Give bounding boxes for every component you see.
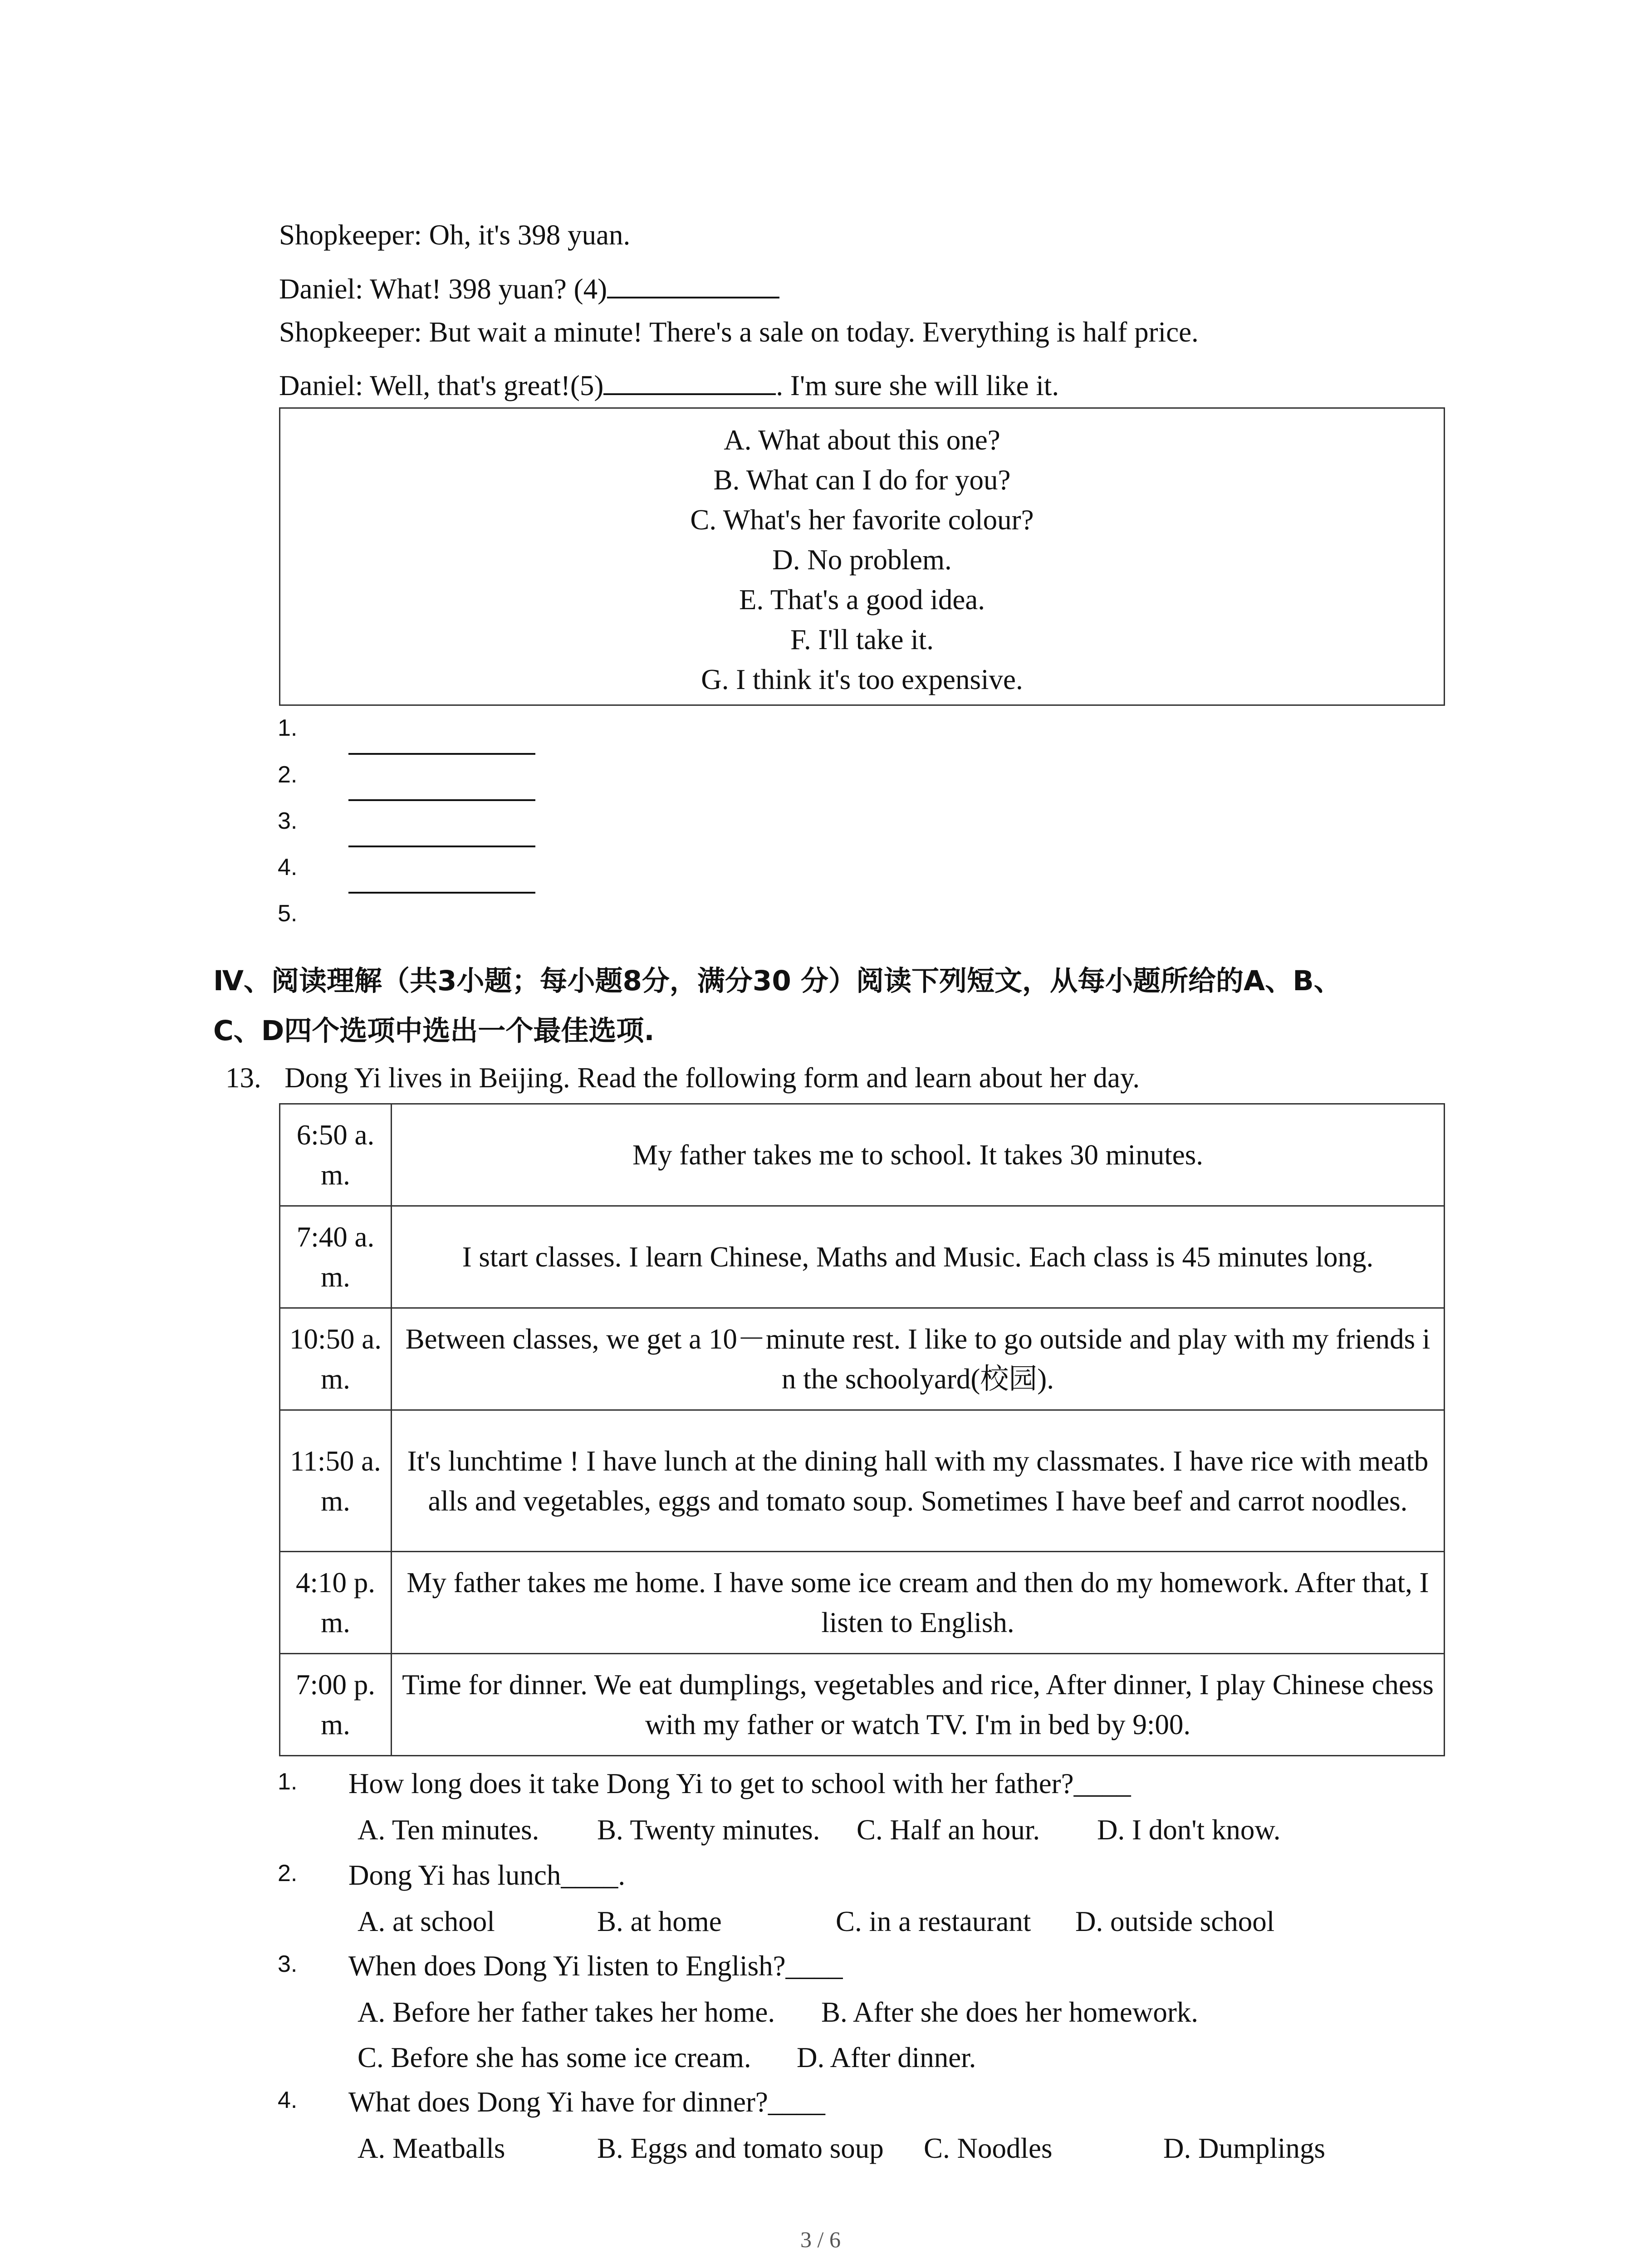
table-row	[280, 1552, 1445, 1654]
sub-question-number: 3.	[278, 1951, 298, 1977]
option-d: D. No problem.	[772, 544, 952, 576]
dialogue-text: What! 398 yuan? (4)	[370, 273, 607, 305]
answer-number-1: 1.	[278, 715, 298, 741]
dialogue-text: Oh, it's 398 yuan.	[429, 219, 631, 251]
schedule-activity: My father takes me to school. It takes 30 minutes.	[392, 1104, 1445, 1206]
dialogue-text: Well, that's great!(5)	[370, 370, 604, 401]
answer-number-3: 3.	[278, 808, 298, 834]
schedule-table	[279, 1103, 1445, 1756]
choice-c[interactable]: C. Noodles	[924, 2132, 1053, 2164]
schedule-activity: I start classes. I learn Chinese, Maths and Music. Each class is 45 minutes long.	[392, 1206, 1445, 1308]
answer-line-3[interactable]	[348, 846, 535, 847]
answer-line-1[interactable]	[348, 753, 535, 755]
choice-b[interactable]: B. at home	[597, 1906, 722, 1937]
choice-b[interactable]: B. Eggs and tomato soup	[597, 2132, 884, 2164]
choice-d[interactable]: D. I don't know.	[1097, 1814, 1281, 1846]
table-row	[280, 1654, 1445, 1756]
question-number: 13.	[225, 1062, 261, 1094]
sub-question-number: 2.	[278, 1860, 298, 1887]
dialogue-text-after: . I'm sure she will like it.	[776, 370, 1059, 401]
dialogue-text: But wait a minute! There's a sale on today. Everything is half price.	[429, 316, 1199, 348]
sub-question-number: 1.	[278, 1769, 298, 1795]
dialogue-line-3	[279, 314, 1199, 350]
answer-blank-5[interactable]	[603, 365, 776, 395]
schedule-time: 4:10 p. m.	[280, 1552, 392, 1654]
speaker: Shopkeeper:	[279, 316, 422, 348]
choice-a[interactable]: A. Meatballs	[358, 2132, 505, 2164]
choice-d[interactable]: D. After dinner.	[797, 2042, 976, 2073]
section-heading-line1: Ⅳ、阅读理解（共3小题；每小题8分，满分30 分）阅读下列短文，从每小题所给的A、B、	[213, 965, 1342, 997]
sub-question-text: Dong Yi has lunch____.	[348, 1859, 626, 1891]
option-b: B. What can I do for you?	[713, 464, 1011, 496]
option-f: F. I'll take it.	[790, 624, 934, 655]
speaker: Daniel:	[279, 370, 363, 401]
sub-question-number: 4.	[278, 2087, 298, 2113]
dialogue-line-1	[279, 217, 630, 253]
schedule-time: 7:00 p. m.	[280, 1654, 392, 1756]
schedule-time: 11:50 a. m.	[280, 1410, 392, 1552]
schedule-activity: My father takes me home. I have some ice cream and then do my homework. After that, I listen to English.	[392, 1552, 1445, 1654]
choice-b[interactable]: B. Twenty minutes.	[597, 1814, 820, 1846]
table-row	[280, 1104, 1445, 1206]
section-heading	[213, 956, 1342, 1056]
schedule-time: 7:40 a. m.	[280, 1206, 392, 1308]
answer-number-4: 4.	[278, 854, 298, 880]
sub-question-text: How long does it take Dong Yi to get to school with her father?____	[348, 1768, 1131, 1799]
answer-number-5: 5.	[278, 900, 298, 927]
answer-line-4[interactable]	[348, 892, 535, 894]
schedule-time: 10:50 a. m.	[280, 1308, 392, 1410]
question-13-intro	[225, 1060, 1140, 1096]
schedule-activity: Between classes, we get a 10－minute rest. I like to go outside and play with my friends in the schoolyard(校园).	[392, 1308, 1445, 1410]
page-number: 3 / 6	[800, 2227, 841, 2252]
question-intro-text: Dong Yi lives in Beijing. Read the following form and learn about her day.	[284, 1062, 1140, 1094]
table-row	[280, 1308, 1445, 1410]
choice-d[interactable]: D. outside school	[1075, 1906, 1275, 1937]
answer-line-2[interactable]	[348, 799, 535, 801]
choice-c[interactable]: C. in a restaurant	[836, 1906, 1031, 1937]
sub-question-text: When does Dong Yi listen to English?____	[348, 1950, 843, 1982]
option-c: C. What's her favorite colour?	[690, 504, 1034, 536]
choice-b[interactable]: B. After she does her homework.	[821, 1996, 1199, 2028]
dialogue-line-4	[279, 365, 1059, 404]
option-a: A. What about this one?	[724, 424, 1000, 456]
choice-c[interactable]: C. Half an hour.	[857, 1814, 1040, 1846]
choice-c[interactable]: C. Before she has some ice cream.	[358, 2042, 751, 2073]
sub-question-text: What does Dong Yi have for dinner?____	[348, 2086, 825, 2118]
speaker: Shopkeeper:	[279, 219, 422, 251]
option-e: E. That's a good idea.	[739, 584, 985, 616]
section-heading-line2: C、D四个选项中选出一个最佳选项.	[213, 1015, 655, 1047]
table-row	[280, 1410, 1445, 1552]
schedule-activity: Time for dinner. We eat dumplings, vegetables and rice, After dinner, I play Chinese chess with my father or watch TV. I'm in bed by 9:00.	[392, 1654, 1445, 1756]
dialogue-line-2	[279, 269, 779, 307]
speaker: Daniel:	[279, 273, 363, 305]
schedule-time: 6:50 a. m.	[280, 1104, 392, 1206]
choice-a[interactable]: A. at school	[358, 1906, 495, 1937]
options-box	[279, 407, 1445, 706]
option-g: G. I think it's too expensive.	[701, 664, 1023, 695]
answer-number-2: 2.	[278, 762, 298, 788]
answer-blank-4[interactable]	[607, 269, 779, 298]
choice-a[interactable]: A. Before her father takes her home.	[358, 1996, 775, 2028]
schedule-activity: It's lunchtime ! I have lunch at the dining hall with my classmates. I have rice with meatballs and vegetables, eggs and tomato soup. Sometimes I have beef and carrot noodles.	[392, 1410, 1445, 1552]
choice-a[interactable]: A. Ten minutes.	[358, 1814, 539, 1846]
choice-d[interactable]: D. Dumplings	[1163, 2132, 1326, 2164]
table-row	[280, 1206, 1445, 1308]
